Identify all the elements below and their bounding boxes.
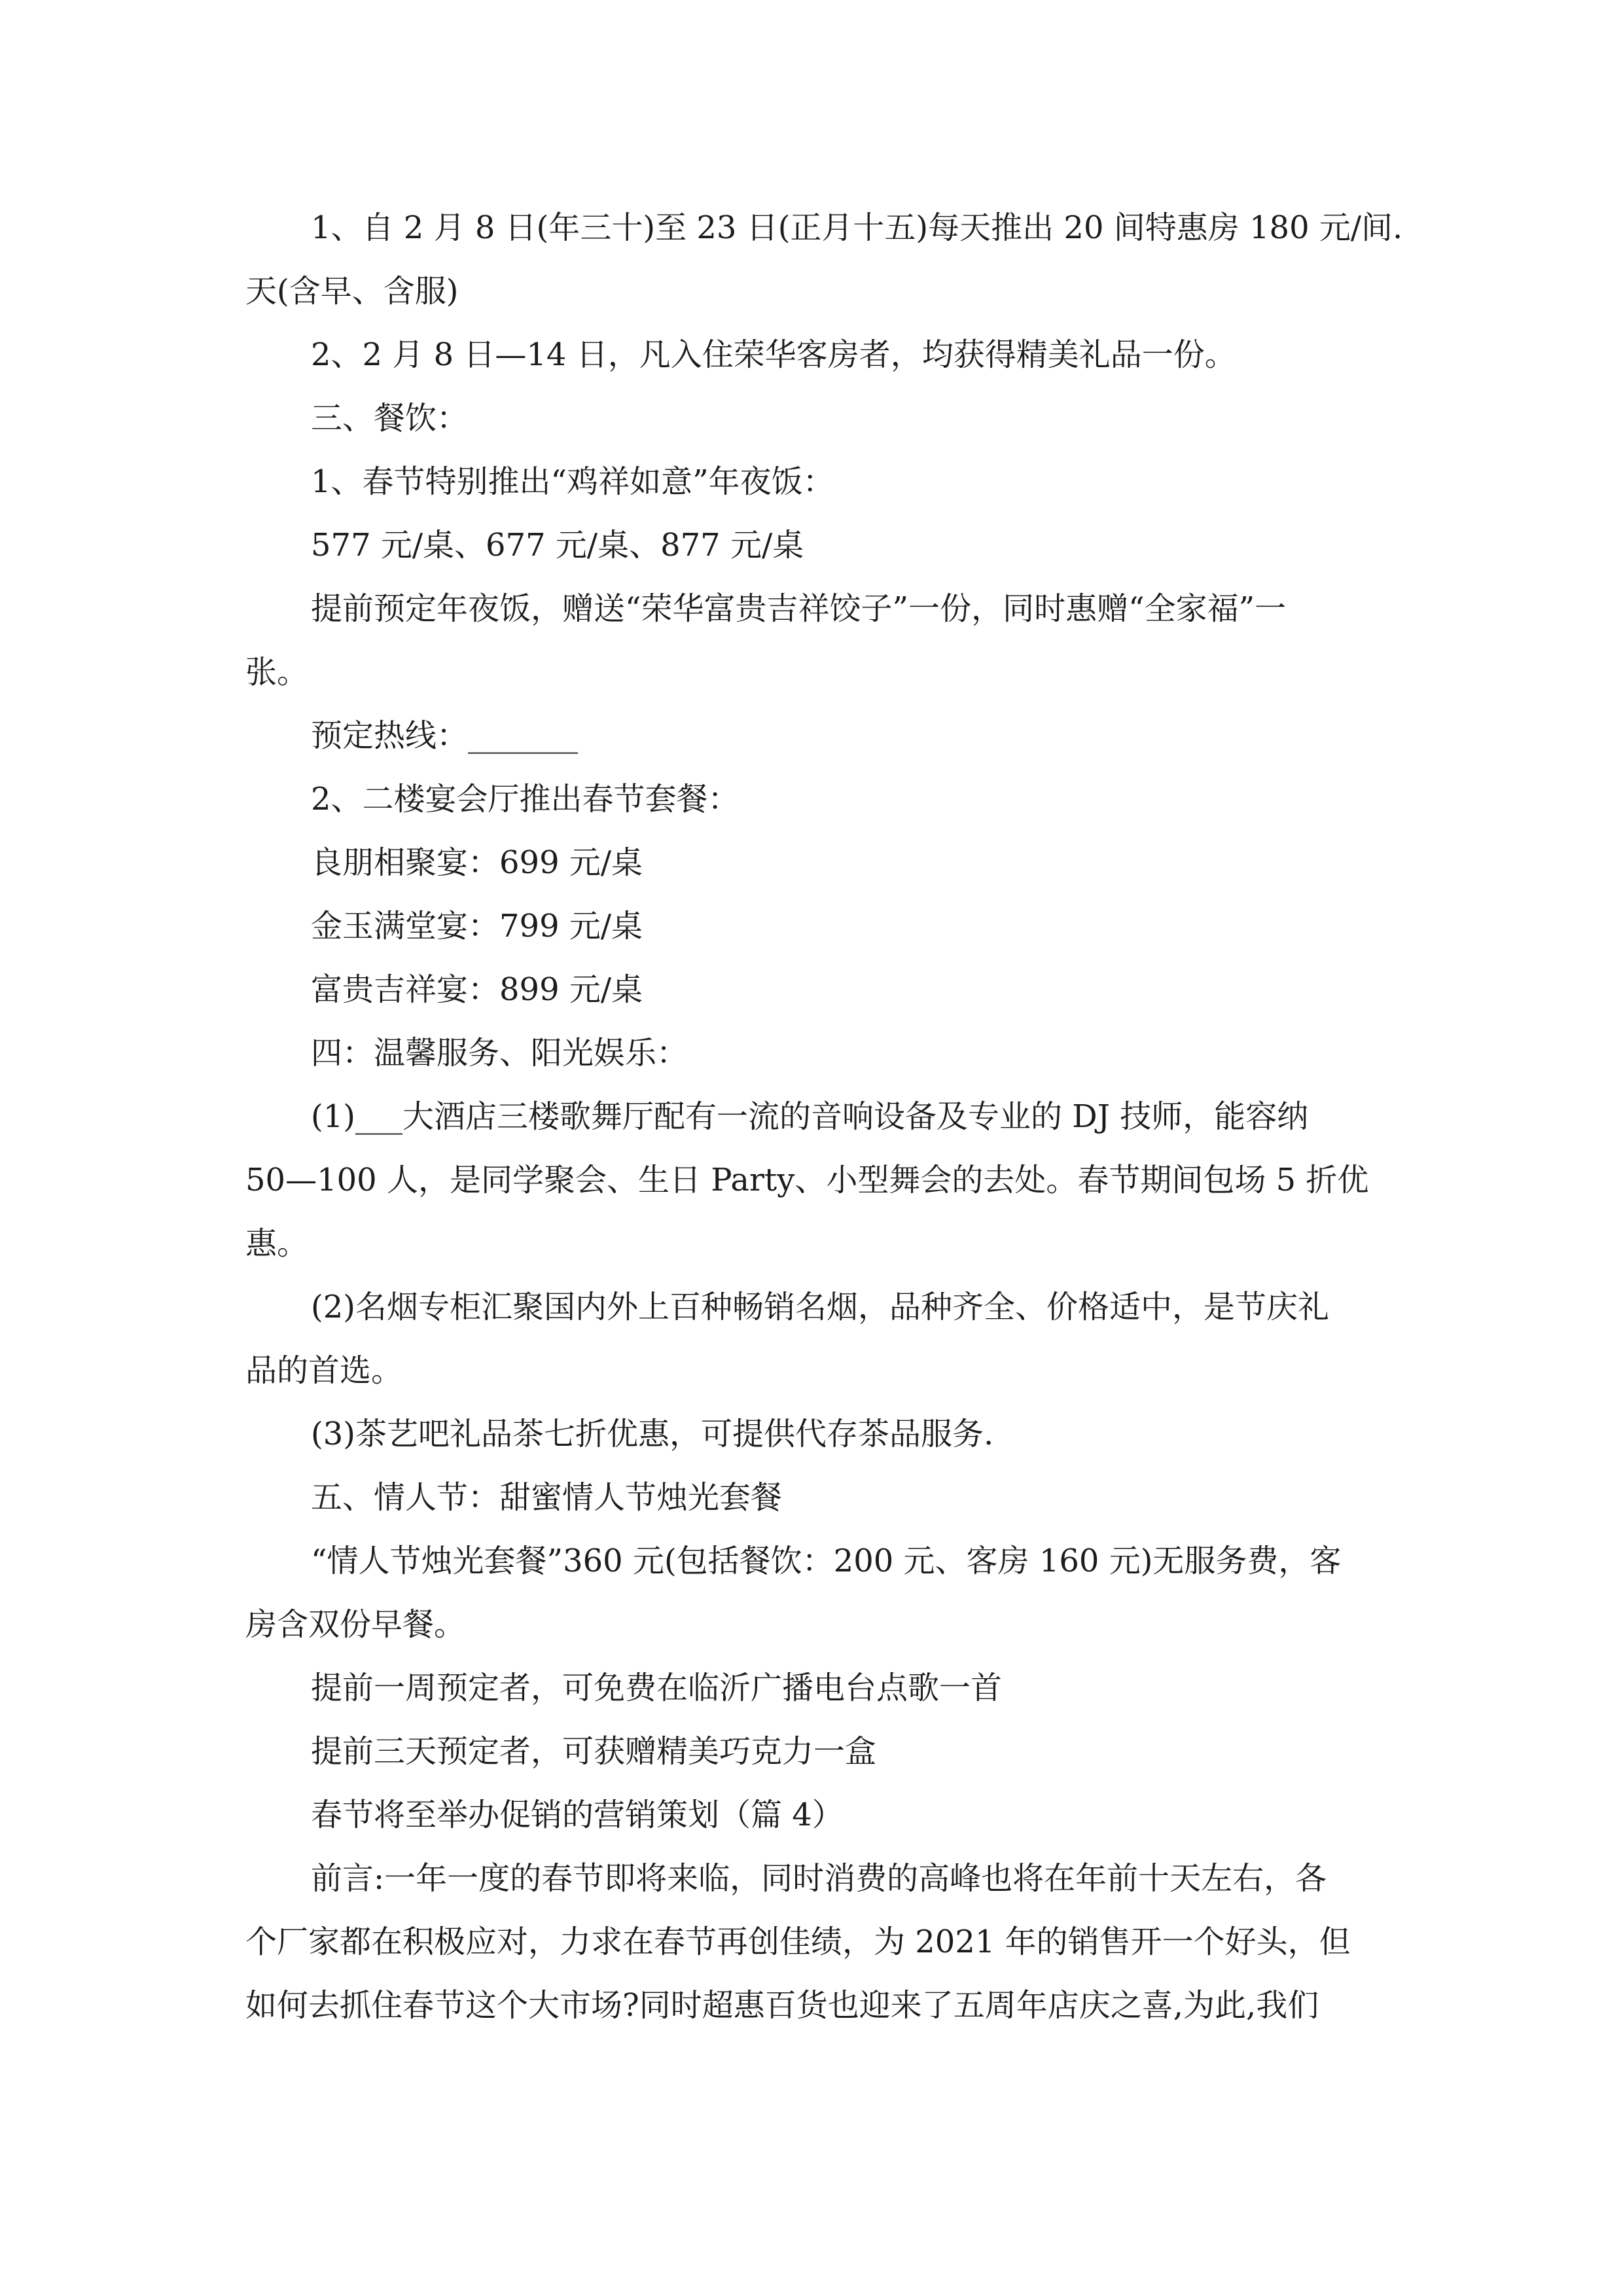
- text-line: 提前一周预定者，可免费在临沂广播电台点歌一首: [311, 1670, 1003, 1706]
- document-body: [245, 196, 1403, 2037]
- article-title: 春节将至举办促销的营销策划（篇 4）: [311, 1797, 844, 1833]
- text-line: (3)茶艺吧礼品茶七折优惠，可提供代存茶品服务.: [311, 1416, 994, 1452]
- section-heading: 三、餐饮：: [311, 400, 469, 437]
- text-line: 房含双份早餐。: [245, 1606, 466, 1643]
- text-line: 张。: [245, 654, 309, 691]
- text-line: 天(含早、含服): [245, 273, 459, 310]
- text-line: 良朋相聚宴：699 元/桌: [311, 844, 643, 881]
- text-line: 富贵吉祥宴：899 元/桌: [311, 971, 643, 1008]
- text-line: 个厂家都在积极应对，力求在春节再创佳绩，为 2021 年的销售开一个好头，但: [245, 1924, 1351, 1960]
- text-line: (2)名烟专柜汇聚国内外上百种畅销名烟，品种齐全、价格适中，是节庆礼: [311, 1289, 1329, 1325]
- text-line: 577 元/桌、677 元/桌、877 元/桌: [311, 527, 804, 564]
- section-heading: 五、情人节：甜蜜情人节烛光套餐: [311, 1479, 783, 1516]
- text-line: “情人节烛光套餐”360 元(包括餐饮：200 元、客房 160 元)无服务费，客: [311, 1543, 1342, 1579]
- text-line: 提前预定年夜饭，赠送“荣华富贵吉祥饺子”一份，同时惠赠“全家福”一: [311, 590, 1287, 627]
- text-line: 1、自 2 月 8 日(年三十)至 23 日(正月十五)每天推出 20 间特惠房 180 元/间.: [311, 209, 1403, 246]
- text-line: 2、2 月 8 日—14 日，凡入住荣华客房者，均获得精美礼品一份。: [311, 336, 1236, 373]
- section-heading: 四：温馨服务、阳光娱乐：: [311, 1035, 688, 1071]
- text-line: 50—100 人，是同学聚会、生日 Party、小型舞会的去处。春节期间包场 5 折优: [245, 1162, 1369, 1198]
- text-line: 金玉满堂宴：799 元/桌: [311, 908, 643, 944]
- text-line: 如何去抓住春节这个大市场?同时超惠百货也迎来了五周年店庆之喜,为此,我们: [245, 1987, 1319, 2024]
- text-line: 品的首选。: [245, 1352, 403, 1389]
- text-line: (1)___大酒店三楼歌舞厅配有一流的音响设备及专业的 DJ 技师，能容纳: [311, 1098, 1309, 1135]
- text-line: 前言:一年一度的春节即将来临，同时消费的高峰也将在年前十天左右，各: [311, 1860, 1327, 1897]
- text-line: 1、春节特别推出“鸡祥如意”年夜饭：: [311, 463, 834, 500]
- text-line: 惠。: [245, 1225, 309, 1262]
- text-line: 2、二楼宴会厅推出春节套餐：: [311, 781, 740, 817]
- text-line: 提前三天预定者，可获赠精美巧克力一盒: [311, 1733, 877, 1770]
- text-line: 预定热线：_______: [311, 717, 579, 754]
